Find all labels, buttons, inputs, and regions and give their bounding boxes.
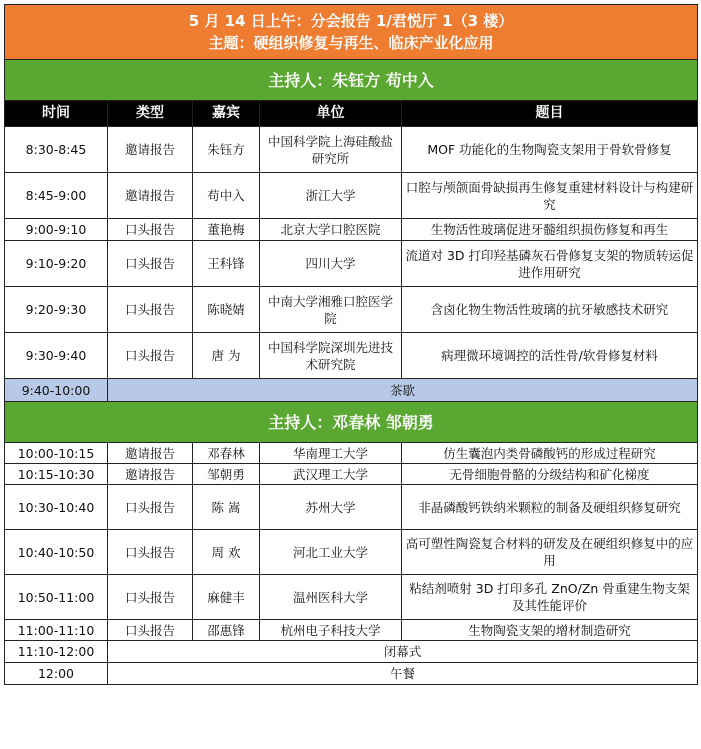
cell-type: 口头报告 <box>108 287 193 333</box>
col-title: 题目 <box>402 101 698 127</box>
cell-title: 生物陶瓷支架的增材制造研究 <box>402 620 698 641</box>
cell-time: 8:45-9:00 <box>5 173 108 219</box>
cell-speaker: 麻健丰 <box>193 575 260 620</box>
cell-time: 10:40-10:50 <box>5 530 108 575</box>
cell-unit: 河北工业大学 <box>260 530 402 575</box>
cell-type: 口头报告 <box>108 485 193 530</box>
cell-time: 10:00-10:15 <box>5 443 108 464</box>
cell-title: 高可塑性陶瓷复合材料的研发及在硬组织修复中的应用 <box>402 530 698 575</box>
cell-time: 10:30-10:40 <box>5 485 108 530</box>
session1-rows <box>5 127 698 379</box>
cell-unit: 四川大学 <box>260 241 402 287</box>
lunch-time: 12:00 <box>5 663 108 685</box>
cell-type: 口头报告 <box>108 530 193 575</box>
cell-speaker: 苟中入 <box>193 173 260 219</box>
cell-speaker: 王科锋 <box>193 241 260 287</box>
cell-time: 9:30-9:40 <box>5 333 108 379</box>
col-unit: 单位 <box>260 101 402 127</box>
cell-time: 10:15-10:30 <box>5 464 108 485</box>
cell-unit: 苏州大学 <box>260 485 402 530</box>
cell-title: 非晶磷酸钙铁纳米颗粒的制备及硬组织修复研究 <box>402 485 698 530</box>
col-time: 时间 <box>5 101 108 127</box>
cell-title: 生物活性玻璃促进牙髓组织损伤修复和再生 <box>402 219 698 241</box>
cell-type: 邀请报告 <box>108 464 193 485</box>
lunch-row <box>5 663 698 685</box>
closing-label: 闭幕式 <box>108 641 698 663</box>
break-row <box>5 379 698 402</box>
cell-type: 口头报告 <box>108 219 193 241</box>
cell-speaker: 陈 嵩 <box>193 485 260 530</box>
cell-title: 仿生囊泡内类骨磷酸钙的形成过程研究 <box>402 443 698 464</box>
table-row <box>5 620 698 641</box>
table-row <box>5 443 698 464</box>
table-row <box>5 485 698 530</box>
cell-type: 口头报告 <box>108 620 193 641</box>
cell-speaker: 邵惠锋 <box>193 620 260 641</box>
table-row <box>5 333 698 379</box>
cell-time: 8:30-8:45 <box>5 127 108 173</box>
cell-speaker: 唐 为 <box>193 333 260 379</box>
cell-unit: 温州医科大学 <box>260 575 402 620</box>
col-type: 类型 <box>108 101 193 127</box>
cell-type: 口头报告 <box>108 241 193 287</box>
session2-host: 主持人：邓春林 邹朝勇 <box>5 402 698 443</box>
cell-unit: 北京大学口腔医院 <box>260 219 402 241</box>
cell-speaker: 朱钰方 <box>193 127 260 173</box>
cell-time: 10:50-11:00 <box>5 575 108 620</box>
cell-unit: 武汉理工大学 <box>260 464 402 485</box>
cell-type: 口头报告 <box>108 575 193 620</box>
cell-speaker: 董艳梅 <box>193 219 260 241</box>
closing-row <box>5 641 698 663</box>
schedule-table <box>4 4 698 685</box>
column-header-row <box>5 101 698 127</box>
cell-unit: 浙江大学 <box>260 173 402 219</box>
cell-unit: 杭州电子科技大学 <box>260 620 402 641</box>
table-row <box>5 287 698 333</box>
table-row <box>5 173 698 219</box>
table-row <box>5 127 698 173</box>
table-row <box>5 241 698 287</box>
cell-type: 邀请报告 <box>108 173 193 219</box>
cell-speaker: 周 欢 <box>193 530 260 575</box>
cell-title: 无骨细胞骨骼的分级结构和矿化梯度 <box>402 464 698 485</box>
schedule-sheet <box>4 4 697 685</box>
col-speaker: 嘉宾 <box>193 101 260 127</box>
cell-speaker: 邓春林 <box>193 443 260 464</box>
cell-time: 9:20-9:30 <box>5 287 108 333</box>
session2-rows <box>5 443 698 641</box>
cell-time: 11:00-11:10 <box>5 620 108 641</box>
break-label: 茶歇 <box>108 379 698 402</box>
cell-type: 邀请报告 <box>108 127 193 173</box>
cell-speaker: 邹朝勇 <box>193 464 260 485</box>
cell-time: 9:10-9:20 <box>5 241 108 287</box>
session1-host: 主持人：朱钰方 苟中入 <box>5 60 698 101</box>
table-row <box>5 464 698 485</box>
cell-title: 粘结剂喷射 3D 打印多孔 ZnO/Zn 骨重建生物支架及其性能评价 <box>402 575 698 620</box>
table-row <box>5 575 698 620</box>
cell-unit: 中国科学院上海硅酸盐研究所 <box>260 127 402 173</box>
cell-title: 口腔与颅颌面骨缺损再生修复重建材料设计与构建研究 <box>402 173 698 219</box>
session-banner <box>5 5 698 60</box>
table-row <box>5 219 698 241</box>
closing-time: 11:10-12:00 <box>5 641 108 663</box>
cell-unit: 中国科学院深圳先进技术研究院 <box>260 333 402 379</box>
break-time: 9:40-10:00 <box>5 379 108 402</box>
cell-time: 9:00-9:10 <box>5 219 108 241</box>
cell-title: 病理微环境调控的活性骨/软骨修复材料 <box>402 333 698 379</box>
table-row <box>5 530 698 575</box>
cell-title: 含卤化物生物活性玻璃的抗牙敏感技术研究 <box>402 287 698 333</box>
banner-theme: 主题：硬组织修复与再生、临床产业化应用 <box>208 34 494 52</box>
cell-unit: 中南大学湘雅口腔医学院 <box>260 287 402 333</box>
cell-type: 邀请报告 <box>108 443 193 464</box>
lunch-label: 午餐 <box>108 663 698 685</box>
cell-type: 口头报告 <box>108 333 193 379</box>
cell-unit: 华南理工大学 <box>260 443 402 464</box>
cell-title: 流道对 3D 打印羟基磷灰石骨修复支架的物质转运促进作用研究 <box>402 241 698 287</box>
cell-speaker: 陈晓婧 <box>193 287 260 333</box>
banner-title: 5 月 14 日上午：分会报告 1/君悦厅 1（3 楼） <box>188 12 514 30</box>
cell-title: MOF 功能化的生物陶瓷支架用于骨软骨修复 <box>402 127 698 173</box>
